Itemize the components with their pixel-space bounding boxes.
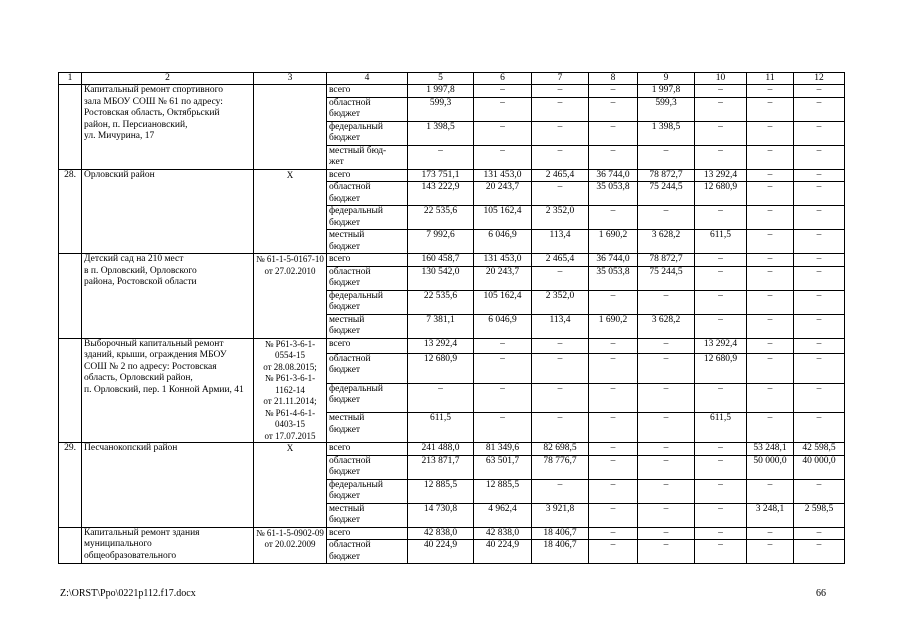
column-header: 9 xyxy=(638,73,695,85)
value-cell: – xyxy=(638,540,695,564)
column-header: 1 xyxy=(59,73,82,85)
value-cell: 173 751,1 xyxy=(408,169,474,182)
value-cell: 82 698,5 xyxy=(532,443,589,456)
value-cell: 81 349,6 xyxy=(474,443,532,456)
document-reference: № Р61-3-6-1- 0554-15 от 28.08.2015; № Р61-3-6-1- 1162-14 от 21.11.2014; № Р61-4-6-1- 0403-15 от 17.07.2015 xyxy=(254,338,327,443)
budget-type: всего xyxy=(327,169,408,182)
file-path: Z:\ORST\Ppo\0221p112.f17.docx xyxy=(60,588,196,599)
value-cell: – xyxy=(794,266,845,290)
budget-type: областной бюджет xyxy=(327,182,408,206)
value-cell: – xyxy=(794,413,845,443)
column-header: 2 xyxy=(82,73,254,85)
table-header xyxy=(59,73,845,85)
value-cell: – xyxy=(589,503,638,527)
value-cell: – xyxy=(695,85,747,98)
value-cell: – xyxy=(695,290,747,314)
budget-type: местный бюджет xyxy=(327,503,408,527)
row-number xyxy=(59,338,82,443)
value-cell: 75 244,5 xyxy=(638,182,695,206)
column-header: 5 xyxy=(408,73,474,85)
value-cell: 3 628,2 xyxy=(638,314,695,338)
value-cell: – xyxy=(794,206,845,230)
value-cell: 2 465,4 xyxy=(532,254,589,267)
value-cell: – xyxy=(695,254,747,267)
value-cell: – xyxy=(474,413,532,443)
value-cell: – xyxy=(638,443,695,456)
object-name: Детский сад на 210 мест в п. Орловский, Орловского района, Ростовской области xyxy=(82,254,254,339)
object-name: Капитальный ремонт спортивного зала МБОУ СОШ № 61 по адресу: Ростовская область, Октябрьский район, п. Персиановский, ул. Мичурина, 17 xyxy=(82,85,254,170)
value-cell: 4 962,4 xyxy=(474,503,532,527)
value-cell: – xyxy=(747,314,794,338)
table-row xyxy=(59,443,845,456)
value-cell: – xyxy=(532,338,589,353)
value-cell: – xyxy=(747,169,794,182)
value-cell: – xyxy=(589,206,638,230)
value-cell: – xyxy=(695,443,747,456)
value-cell: 12 885,5 xyxy=(408,479,474,503)
value-cell: 7 992,6 xyxy=(408,230,474,254)
value-cell: – xyxy=(695,145,747,169)
value-cell: – xyxy=(794,353,845,383)
value-cell: 12 680,9 xyxy=(408,353,474,383)
value-cell: 78 776,7 xyxy=(532,455,589,479)
table-row xyxy=(59,169,845,182)
value-cell: – xyxy=(638,290,695,314)
budget-type: всего xyxy=(327,85,408,98)
budget-type: федеральный бюджет xyxy=(327,290,408,314)
value-cell: 42 598,5 xyxy=(794,443,845,456)
row-number xyxy=(59,85,82,170)
value-cell: 40 224,9 xyxy=(474,540,532,564)
value-cell: – xyxy=(747,540,794,564)
value-cell: 2 352,0 xyxy=(532,206,589,230)
value-cell: – xyxy=(589,527,638,540)
value-cell: – xyxy=(695,121,747,145)
value-cell: – xyxy=(747,290,794,314)
value-cell: – xyxy=(747,145,794,169)
value-cell: 105 162,4 xyxy=(474,290,532,314)
budget-table xyxy=(58,72,845,564)
value-cell: – xyxy=(794,527,845,540)
budget-type: областной бюджет xyxy=(327,353,408,383)
table-row xyxy=(59,338,845,353)
value-cell: – xyxy=(638,503,695,527)
budget-type: всего xyxy=(327,254,408,267)
value-cell: – xyxy=(532,413,589,443)
value-cell: – xyxy=(747,85,794,98)
value-cell: 36 744,0 xyxy=(589,254,638,267)
value-cell: – xyxy=(794,169,845,182)
document-reference: Х xyxy=(254,169,327,254)
value-cell: 40 224,9 xyxy=(408,540,474,564)
value-cell: – xyxy=(589,353,638,383)
value-cell: 12 680,9 xyxy=(695,182,747,206)
value-cell: – xyxy=(638,206,695,230)
column-header: 12 xyxy=(794,73,845,85)
column-header: 7 xyxy=(532,73,589,85)
value-cell: – xyxy=(589,443,638,456)
value-cell: 3 628,2 xyxy=(638,230,695,254)
value-cell: 42 838,0 xyxy=(408,527,474,540)
value-cell: 20 243,7 xyxy=(474,182,532,206)
value-cell: – xyxy=(532,383,589,413)
value-cell: – xyxy=(532,479,589,503)
value-cell: 35 053,8 xyxy=(589,266,638,290)
value-cell: – xyxy=(589,383,638,413)
value-cell: – xyxy=(747,254,794,267)
budget-type: местный бюджет xyxy=(327,230,408,254)
value-cell: – xyxy=(747,97,794,121)
value-cell: – xyxy=(695,314,747,338)
budget-type: федеральный бюджет xyxy=(327,479,408,503)
budget-type: федеральный бюджет xyxy=(327,121,408,145)
budget-type: федеральный бюджет xyxy=(327,383,408,413)
value-cell: 40 000,0 xyxy=(794,455,845,479)
value-cell: 53 248,1 xyxy=(747,443,794,456)
value-cell: – xyxy=(747,206,794,230)
value-cell: – xyxy=(589,145,638,169)
value-cell: 213 871,7 xyxy=(408,455,474,479)
value-cell: – xyxy=(794,121,845,145)
value-cell: – xyxy=(638,455,695,479)
value-cell: 22 535,6 xyxy=(408,290,474,314)
value-cell: – xyxy=(794,97,845,121)
value-cell: – xyxy=(589,540,638,564)
value-cell: – xyxy=(747,383,794,413)
value-cell: – xyxy=(408,383,474,413)
table-row xyxy=(59,85,845,98)
value-cell: – xyxy=(794,290,845,314)
value-cell: 50 000,0 xyxy=(747,455,794,479)
value-cell: – xyxy=(532,353,589,383)
value-cell: – xyxy=(408,145,474,169)
value-cell: 13 292,4 xyxy=(695,338,747,353)
object-name: Орловский район xyxy=(82,169,254,254)
value-cell: – xyxy=(589,338,638,353)
column-header: 6 xyxy=(474,73,532,85)
value-cell: – xyxy=(532,121,589,145)
value-cell: 63 501,7 xyxy=(474,455,532,479)
value-cell: – xyxy=(532,182,589,206)
value-cell: 12 680,9 xyxy=(695,353,747,383)
value-cell: – xyxy=(794,540,845,564)
budget-type: всего xyxy=(327,338,408,353)
value-cell: – xyxy=(532,145,589,169)
value-cell: – xyxy=(474,85,532,98)
object-name: Капитальный ремонт здания муниципального общеобразовательного xyxy=(82,527,254,564)
value-cell: – xyxy=(638,383,695,413)
value-cell: 75 244,5 xyxy=(638,266,695,290)
budget-type: местный бюджет xyxy=(327,314,408,338)
value-cell: – xyxy=(532,85,589,98)
value-cell: – xyxy=(747,353,794,383)
value-cell: – xyxy=(474,338,532,353)
column-header: 3 xyxy=(254,73,327,85)
value-cell: 36 744,0 xyxy=(589,169,638,182)
value-cell: 1 690,2 xyxy=(589,230,638,254)
value-cell: – xyxy=(589,413,638,443)
value-cell: – xyxy=(589,479,638,503)
value-cell: 241 488,0 xyxy=(408,443,474,456)
value-cell: – xyxy=(638,479,695,503)
value-cell: – xyxy=(794,338,845,353)
value-cell: 131 453,0 xyxy=(474,254,532,267)
page-number: 66 xyxy=(816,588,826,599)
value-cell: – xyxy=(532,97,589,121)
value-cell: – xyxy=(794,145,845,169)
value-cell: – xyxy=(695,540,747,564)
value-cell: 131 453,0 xyxy=(474,169,532,182)
value-cell: – xyxy=(695,455,747,479)
value-cell: – xyxy=(695,527,747,540)
value-cell: 22 535,6 xyxy=(408,206,474,230)
value-cell: – xyxy=(589,85,638,98)
value-cell: – xyxy=(794,479,845,503)
value-cell: – xyxy=(747,266,794,290)
value-cell: – xyxy=(474,383,532,413)
value-cell: 611,5 xyxy=(695,413,747,443)
value-cell: – xyxy=(638,413,695,443)
value-cell: – xyxy=(695,206,747,230)
value-cell: 2 352,0 xyxy=(532,290,589,314)
column-header: 11 xyxy=(747,73,794,85)
value-cell: 599,3 xyxy=(638,97,695,121)
value-cell: – xyxy=(695,383,747,413)
value-cell: – xyxy=(589,97,638,121)
value-cell: 1 997,8 xyxy=(638,85,695,98)
budget-type: всего xyxy=(327,527,408,540)
value-cell: 13 292,4 xyxy=(408,338,474,353)
value-cell: 42 838,0 xyxy=(474,527,532,540)
value-cell: – xyxy=(794,85,845,98)
value-cell: – xyxy=(794,314,845,338)
value-cell: 14 730,8 xyxy=(408,503,474,527)
value-cell: – xyxy=(695,503,747,527)
table-row xyxy=(59,527,845,540)
value-cell: 105 162,4 xyxy=(474,206,532,230)
budget-type: областной бюджет xyxy=(327,455,408,479)
value-cell: 6 046,9 xyxy=(474,230,532,254)
value-cell: 113,4 xyxy=(532,314,589,338)
value-cell: 20 243,7 xyxy=(474,266,532,290)
budget-type: областной бюджет xyxy=(327,540,408,564)
value-cell: 599,3 xyxy=(408,97,474,121)
value-cell: 3 921,8 xyxy=(532,503,589,527)
budget-type: федеральный бюджет xyxy=(327,206,408,230)
value-cell: – xyxy=(589,290,638,314)
value-cell: – xyxy=(474,121,532,145)
document-reference: № 61-1-5-0902-09 от 20.02.2009 xyxy=(254,527,327,564)
value-cell: – xyxy=(747,182,794,206)
value-cell: 13 292,4 xyxy=(695,169,747,182)
value-cell: 1 398,5 xyxy=(638,121,695,145)
budget-type: областной бюджет xyxy=(327,97,408,121)
value-cell: – xyxy=(695,266,747,290)
value-cell: – xyxy=(794,254,845,267)
value-cell: – xyxy=(794,230,845,254)
value-cell: – xyxy=(474,97,532,121)
value-cell: 3 248,1 xyxy=(747,503,794,527)
value-cell: – xyxy=(638,353,695,383)
value-cell: 35 053,8 xyxy=(589,182,638,206)
object-name: Выборочный капитальный ремонт зданий, крыши, ограждения МБОУ СОШ № 2 по адресу: Ростовская область, Орловский район, п. Орловский, пер. 1 Конной Армии, 41 xyxy=(82,338,254,443)
value-cell: – xyxy=(747,338,794,353)
value-cell: – xyxy=(747,230,794,254)
value-cell: 611,5 xyxy=(695,230,747,254)
value-cell: 12 885,5 xyxy=(474,479,532,503)
value-cell: 1 997,8 xyxy=(408,85,474,98)
column-header: 8 xyxy=(589,73,638,85)
value-cell: 78 872,7 xyxy=(638,169,695,182)
document-reference xyxy=(254,85,327,170)
budget-type: местный бюд- жет xyxy=(327,145,408,169)
budget-type: всего xyxy=(327,443,408,456)
row-number: 28. xyxy=(59,169,82,254)
value-cell: – xyxy=(589,121,638,145)
value-cell: 113,4 xyxy=(532,230,589,254)
value-cell: – xyxy=(638,145,695,169)
value-cell: 130 542,0 xyxy=(408,266,474,290)
value-cell: 18 406,7 xyxy=(532,540,589,564)
value-cell: – xyxy=(638,527,695,540)
value-cell: 2 598,5 xyxy=(794,503,845,527)
value-cell: – xyxy=(474,145,532,169)
value-cell: 611,5 xyxy=(408,413,474,443)
value-cell: 7 381,1 xyxy=(408,314,474,338)
value-cell: – xyxy=(638,338,695,353)
document-reference: Х xyxy=(254,443,327,528)
value-cell: – xyxy=(747,121,794,145)
column-header: 4 xyxy=(327,73,408,85)
value-cell: – xyxy=(695,479,747,503)
value-cell: 1 398,5 xyxy=(408,121,474,145)
table-body xyxy=(59,85,845,564)
value-cell: – xyxy=(747,479,794,503)
value-cell: – xyxy=(794,182,845,206)
row-number xyxy=(59,254,82,339)
value-cell: – xyxy=(794,383,845,413)
value-cell: – xyxy=(532,266,589,290)
value-cell: 18 406,7 xyxy=(532,527,589,540)
value-cell: – xyxy=(747,527,794,540)
value-cell: – xyxy=(747,413,794,443)
budget-type: местный бюджет xyxy=(327,413,408,443)
value-cell: 2 465,4 xyxy=(532,169,589,182)
row-number xyxy=(59,527,82,564)
value-cell: 78 872,7 xyxy=(638,254,695,267)
value-cell: 6 046,9 xyxy=(474,314,532,338)
value-cell: 1 690,2 xyxy=(589,314,638,338)
column-header: 10 xyxy=(695,73,747,85)
budget-type: областной бюджет xyxy=(327,266,408,290)
document-reference: № 61-1-5-0167-10 от 27.02.2010 xyxy=(254,254,327,339)
value-cell: – xyxy=(474,353,532,383)
value-cell: 143 222,9 xyxy=(408,182,474,206)
value-cell: – xyxy=(589,455,638,479)
row-number: 29. xyxy=(59,443,82,528)
value-cell: – xyxy=(695,97,747,121)
object-name: Песчанокопский район xyxy=(82,443,254,528)
value-cell: 160 458,7 xyxy=(408,254,474,267)
table-row xyxy=(59,254,845,267)
